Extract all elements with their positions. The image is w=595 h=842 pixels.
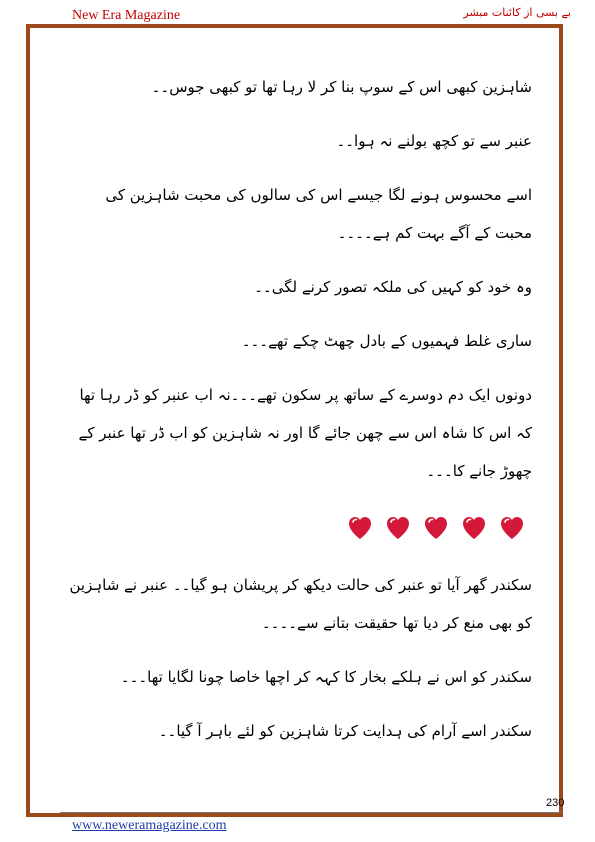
novel-title: بے بسی از کائنات مبشر (463, 6, 571, 19)
paragraph: عنبر سے تو کچھ بولنے نہ ہوا۔۔ (336, 132, 532, 150)
paragraph: سکندر اسے آرام کی ہدایت کرتا شاہزین کو لئے باہر آ گیا۔۔ (158, 722, 532, 740)
story-body (66, 60, 532, 758)
website-link[interactable]: www.neweramagazine.com (72, 818, 227, 833)
paragraph: ساری غلط فہمیوں کے بادل چھٹ چکے تھے۔۔۔ (241, 332, 532, 350)
paragraph: سکندر گھر آیا تو عنبر کی حالت دیکھ کر پریشان ہو گیا۔۔ عنبر نے شاہزین کو بھی منع کر دیا تھا حقیقت بتانے سے۔۔۔۔ (69, 576, 532, 632)
heart-separator (66, 498, 532, 558)
heart-icon (348, 515, 372, 541)
magazine-name: New Era Magazine (72, 8, 181, 23)
paragraph: شاہزین کبھی اس کے سوپ بنا کر لا رہا تھا تو کبھی جوس۔۔ (151, 78, 532, 96)
paragraph: سکندر کو اس نے ہلکے بخار کا کہہ کر اچھا خاصا چونا لگایا تھا۔۔۔ (120, 668, 532, 686)
heart-icon (500, 515, 524, 541)
heart-icon (386, 515, 410, 541)
heart-icon (424, 515, 448, 541)
footer-divider (60, 812, 563, 813)
paragraph: اسے محسوس ہونے لگا جیسے اس کی سالوں کی محبت شاہزین کی محبت کے آگے بہت کم ہے۔۔۔۔ (105, 186, 532, 242)
paragraph: دونوں ایک دم دوسرے کے ساتھ پر سکون تھے۔۔۔نہ اب عنبر کو ڈر رہا تھا کہ اس کا شاہ اس سے چھن جائے گا اور نہ شاہزین کو اب ڈر تھا عنبر کے چھوڑ جانے کا۔۔۔ (78, 386, 532, 480)
heart-icon (462, 515, 486, 541)
page-number: 230 (546, 797, 565, 809)
paragraph: وہ خود کو کہیں کی ملکہ تصور کرنے لگی۔۔ (254, 278, 532, 296)
